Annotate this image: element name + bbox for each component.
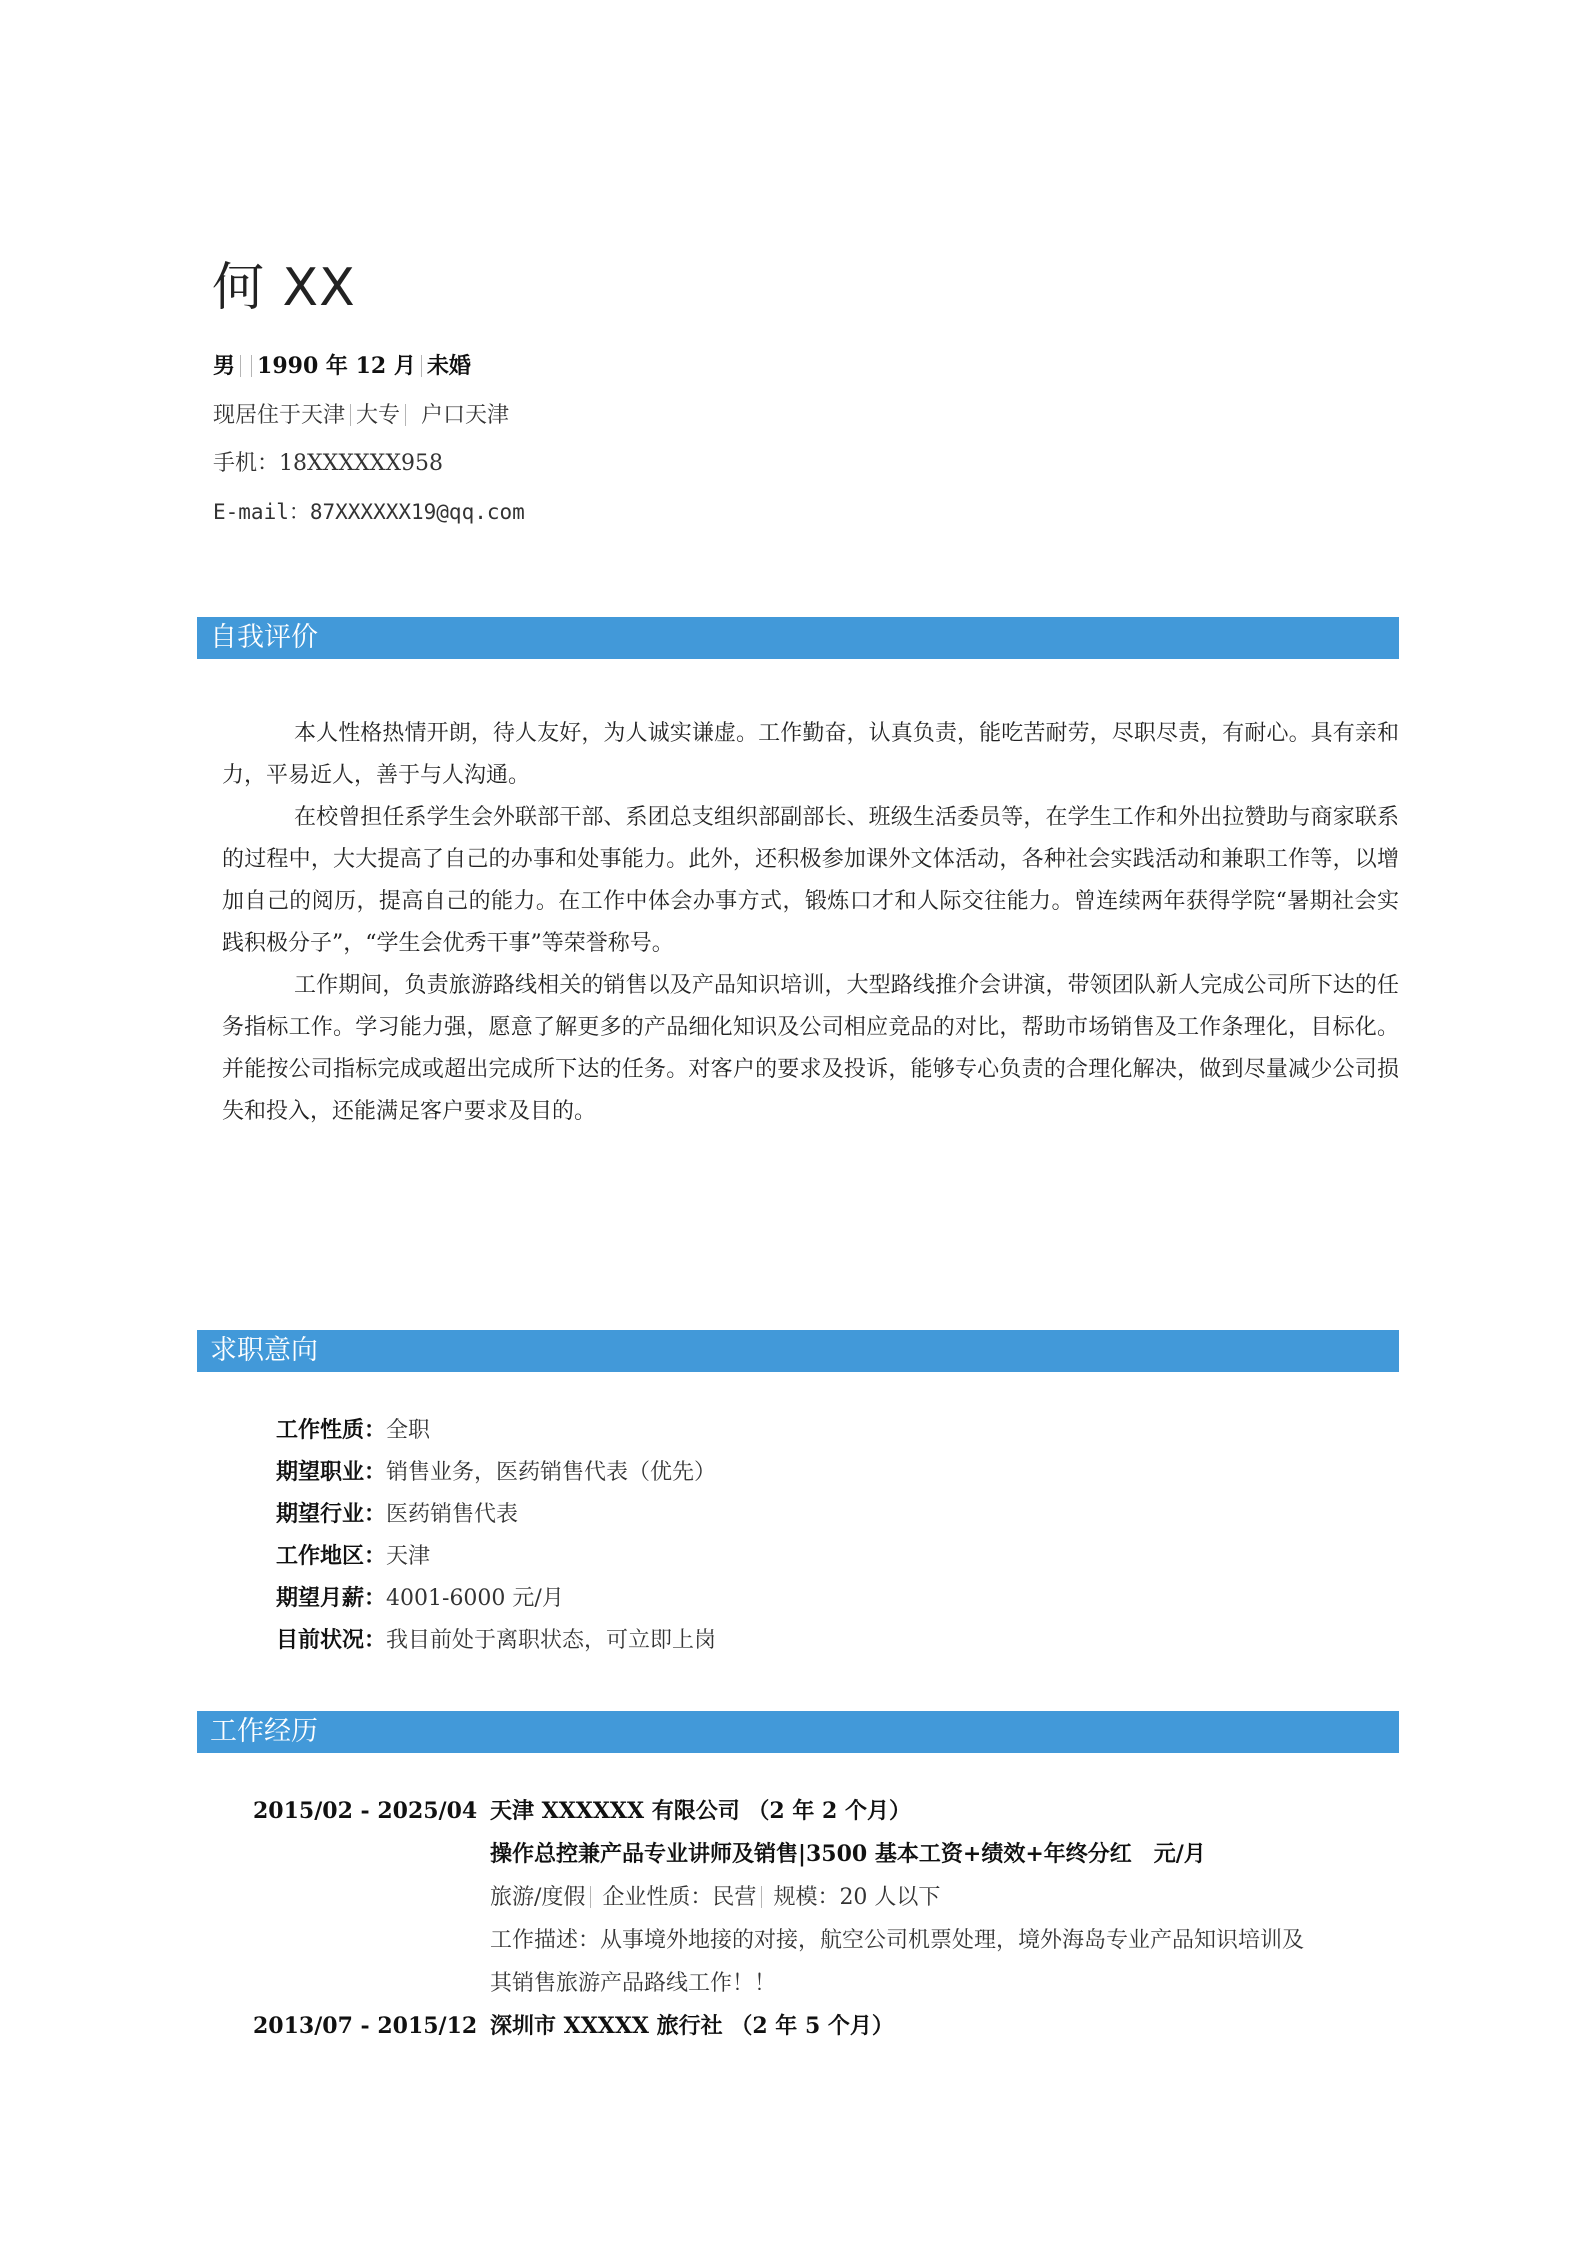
residence: 现居住于天津: [213, 403, 346, 428]
section-header-self-eval: 自我评价: [197, 617, 1399, 659]
intent-label: 目前状况：: [276, 1627, 387, 1653]
section-header-work-exp: 工作经历: [197, 1711, 1399, 1753]
email-label: E-mail：: [213, 500, 310, 524]
separator: [761, 1886, 762, 1908]
residence-line: [213, 404, 509, 427]
job-description: 工作描述：从事境外地接的对接，航空公司机票处理，境外海岛专业产品知识培训及其销售旅游产品路线工作！！: [490, 1928, 1305, 1996]
intent-row: [276, 1535, 716, 1577]
email-line: [213, 502, 525, 524]
job-date: 2013/07 - 2015/12: [253, 2013, 478, 2039]
intent-row: [276, 1451, 716, 1493]
intent-value: 全职: [386, 1418, 431, 1443]
intent-row: [276, 1577, 716, 1619]
education: 大专: [356, 403, 401, 428]
self-eval-paragraph: 本人性格热情开朗，待人友好，为人诚实谦虚。工作勤奋，认真负责，能吃苦耐劳，尽职尽责，有耐心。具有亲和力，平易近人，善于与人沟通。: [222, 721, 1399, 788]
email-address: 87XXXXXX19@qq.com: [309, 500, 525, 524]
intent-value: 4001-6000 元/月: [386, 1586, 564, 1611]
intent-label: 期望月薪：: [276, 1585, 387, 1611]
separator: [421, 355, 422, 377]
intent-label: 工作地区：: [276, 1543, 387, 1569]
separator: [590, 1886, 591, 1908]
separator: [240, 355, 241, 377]
self-eval-paragraph: 在校曾担任系学生会外联部干部、系团总支组织部副部长、班级生活委员等，在学生工作和外出拉赞助与商家联系的过程中，大大提高了自己的办事和处事能力。此外，还积极参加课外文体活动，各种社会实践活动和兼职工作等，以增加自己的阅历，提高自己的能力。在工作中体会办事方式，锻炼口才和人际交往能力。曾连续两年获得学院“暑期社会实践积极分子”，“学生会优秀干事”等荣誉称号。: [222, 805, 1399, 956]
intent-value: 销售业务，医药销售代表（优先）: [386, 1460, 717, 1485]
intent-value: 我目前处于离职状态，可立即上岗: [386, 1628, 717, 1653]
intent-value: 天津: [386, 1544, 431, 1569]
job-header: [253, 2005, 1310, 2048]
self-eval-body: [222, 713, 1399, 1133]
phone-label: 手机：: [213, 451, 280, 476]
job-company: 天津 XXXXXX 有限公司 （2 年 2 个月）: [490, 1798, 911, 1824]
job-date: 2015/02 - 2025/04: [253, 1798, 478, 1824]
job-meta-line: [490, 1876, 1310, 1919]
separator: [251, 355, 252, 377]
work-experience-list: [253, 1790, 1310, 2048]
intent-row: [276, 1493, 716, 1535]
separator: [405, 404, 406, 426]
job-intent-list: [276, 1409, 716, 1661]
intent-label: 期望职业：: [276, 1459, 387, 1485]
marital-status: 未婚: [426, 353, 471, 379]
birth-date: 1990 年 12 月: [257, 353, 416, 379]
job-industry: 旅游/度假: [490, 1885, 586, 1910]
intent-row: [276, 1619, 716, 1661]
section-header-job-intent: 求职意向: [197, 1330, 1399, 1372]
job-header: [253, 1790, 1310, 1833]
basic-info-line: [213, 355, 471, 377]
phone-line: [213, 453, 443, 475]
gender: 男: [213, 353, 236, 379]
intent-label: 期望行业：: [276, 1501, 387, 1527]
candidate-name: 何 XX: [212, 258, 356, 318]
separator: [350, 404, 351, 426]
job-position: 操作总控兼产品专业讲师及销售|3500 基本工资+绩效+年终分红 元/月: [490, 1841, 1206, 1867]
intent-label: 工作性质：: [276, 1417, 387, 1443]
job-nature: 企业性质：民营: [602, 1885, 757, 1910]
hukou: 户口天津: [421, 403, 510, 428]
phone-number: 18XXXXXX958: [279, 451, 443, 476]
intent-value: 医药销售代表: [386, 1502, 519, 1527]
job-company: 深圳市 XXXXX 旅行社 （2 年 5 个月）: [490, 2013, 894, 2039]
job-scale: 规模：20 人以下: [773, 1885, 941, 1910]
intent-row: [276, 1409, 716, 1451]
self-eval-paragraph: 工作期间，负责旅游路线相关的销售以及产品知识培训，大型路线推介会讲演，带领团队新人完成公司所下达的任务指标工作。学习能力强，愿意了解更多的产品细化知识及公司相应竞品的对比，帮助市场销售及工作条理化，目标化。并能按公司指标完成或超出完成所下达的任务。对客户的要求及投诉，能够专心负责的合理化解决，做到尽量减少公司损失和投入，还能满足客户要求及目的。: [222, 973, 1399, 1124]
